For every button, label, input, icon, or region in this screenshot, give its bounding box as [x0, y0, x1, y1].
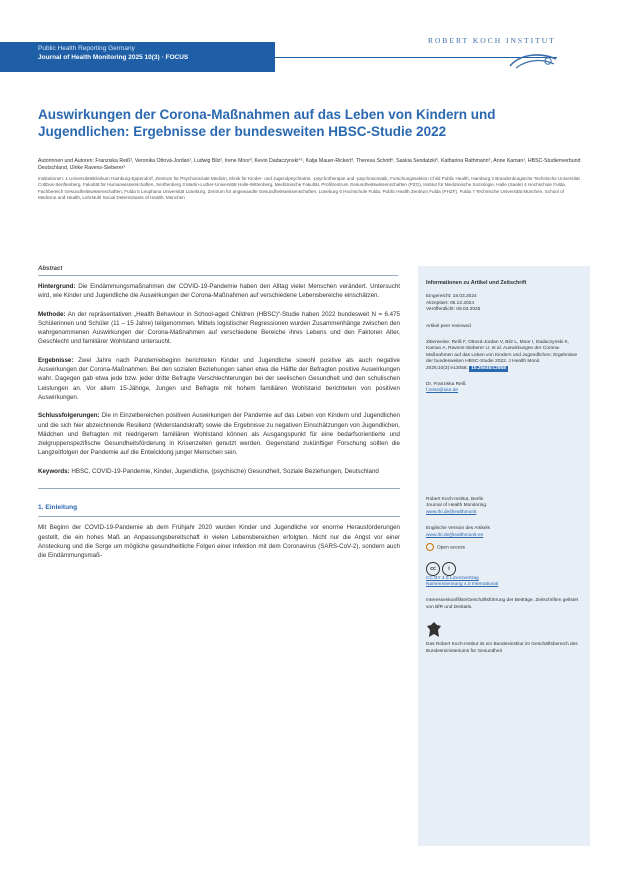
federal-eagle-icon — [426, 621, 442, 639]
article-title: Auswirkungen der Corona-Maßnahmen auf das Leben von Kindern und Jugendlichen: Ergebnisse der bundesweiten HBSC-Studie 2022 — [38, 107, 496, 139]
main-column — [38, 282, 400, 570]
methods-text: An der repräsentativen „Health Behaviour in School-aged Children (HBSC)“-Studie haben 2022 bundesweit N = 6.475 Schülerinnen und Schüler (11 – 15 Jahre) teilgenommen. Mittels logistischer Regressionen wurden Zusammenhänge zwischen den wahrgenommenen Auswirkungen der Corona-Maßnahmen auf verschiedene Bereiche ihres Lebens und den Faktoren Alter, Geschlecht und familiärer Wohlstand untersucht. — [38, 310, 400, 346]
keywords-rule — [38, 488, 400, 489]
open-access-row — [426, 543, 582, 552]
cc-icon: cc — [426, 562, 440, 576]
english-version-link[interactable]: www.rki.de/jhealthmonit-en — [426, 532, 484, 538]
sidebar-spacer — [426, 405, 582, 497]
abstract-background — [38, 282, 400, 301]
conclusions-text: Die in Einzelbereichen positiven Auswirkungen der Pandemie auf das Leben von Kindern und Jugendlichen und die sich hier abzeichnende Resilienz (Widerstandskraft) sowie die Ergebnisse zu negativen Einschätzungen von Jugendlichen, Mädchen und Befragten mit niedrigerem familiären Wohlstand können als Ausgangspunkt für eine bedarfsorientierte und zielgruppenspezifische Gesundheitsförderung in Krisenzeiten genutzt werden. Gegenstand zukünftiger Forschung sollten die Langzeitfolgen der Pandemie auf die Entwicklung junger Menschen sein. — [38, 412, 400, 457]
rki-logo-text: ROBERT KOCH INSTITUT — [428, 36, 556, 45]
by-icon: i — [442, 562, 456, 576]
abstract-keywords — [38, 467, 400, 476]
journal-issue-label: Journal of Health Monitoring 2025 10(3) · FOCUS — [38, 54, 189, 61]
ministry-block — [426, 621, 582, 655]
abstract-results — [38, 356, 400, 402]
keywords-label: Keywords: — [38, 467, 70, 475]
abstract-heading: Abstract — [38, 266, 398, 276]
contact-name: Dr. Franziska Reiß — [426, 382, 466, 388]
ministry-text: Das Robert Koch-Institut ist ein Bundesinstitut im Geschäftsbereich des Bundesministeriums für Gesundheit — [426, 642, 578, 654]
background-label: Hintergrund: — [38, 283, 76, 290]
open-access-icon — [426, 543, 434, 551]
abstract-methods — [38, 310, 400, 347]
open-access-label: Open access — [437, 545, 465, 551]
abstract-conclusions — [38, 411, 400, 457]
conclusions-label: Schlussfolgerungen: — [38, 412, 100, 420]
license-block — [426, 562, 582, 589]
citation-text: Zitierweise: Reiß F, Ottová-Jordan V, Bilz L, Moor I, Dadaczynski K, Kaman A, Ravens-Sieberer U, et al. Auswirkungen der Corona-Maßnahmen auf das Leben von Kindern und Jugendlichen: Ergebnisse der bundesweiten HBSC-Studie 2022. J Health Monit. 2025;10(3):e13058. — [426, 340, 578, 371]
keywords-text: HBSC, COVID-19-Pandemie, Kinder, Jugendliche, (psychische) Gesundheit, Soziale Beziehungen, Deutschland — [71, 467, 379, 475]
sidebar-heading: Informationen zu Artikel und Zeitschrift — [426, 280, 527, 286]
contact-block — [426, 382, 582, 395]
english-version-block — [426, 526, 582, 551]
article-info-sidebar — [418, 266, 590, 846]
background-text: Die Eindämmungsmaßnahmen der COVID-19-Pandemie haben den Alltag vieler Menschen verändert. Untersucht wird, wie Kinder und Jugendliche die Auswirkungen der Corona-Maßnahmen auf verschiedene Lebensbereiche einschätzen. — [38, 283, 400, 300]
results-label: Ergebnisse: — [38, 356, 74, 364]
contact-email-link[interactable]: f.reiss@uke.de — [426, 388, 459, 394]
journal-series-label: Public Health Reporting Germany — [38, 45, 135, 52]
affiliations: Institutionen: 1 Universitätsklinikum Hamburg-Eppendorf, Zentrum für Psychosoziale Medizin, Klinik für Kinder- und Jugendpsychiatrie, -psychotherapie und -psychosomatik, Forschungssektion Child Public Health, Hamburg 2 Brandenburgische Technische Universität Cottbus-Senftenberg, Fakultät für Humanwissenschaften, Senftenberg 3 Martin-Luther-Universität Halle-Wittenberg, Medizinische Fakultät, Profilzentrum Gesundheitswissenschaften (PZG), Institut für Medizinische Soziologie, Halle (Saale) 4 Hochschule Fulda, Fachbereich Gesundheitswissenschaften, Fulda 5 Leuphana Universität Lüneburg, Zentrum für angewandte Gesundheitswissenschaften, Lüneburg 6 Hochschule Fulda, Public Health Zentrum Fulda (PHZF), Fulda 7 Technische Universität München, School of Medicine and Health, Lehrstuhl Social Determinants of Health, München — [38, 176, 580, 200]
author-list: Autorinnen und Autoren: Franziska Reiß¹, Veronika Ottová-Jordan¹, Ludwig Bilz², Irene Moor³, Kevin Dadaczynski⁴⁵, Katja Mauer-Rickert³, Theresa Schott⁶, Saskia Sendatzki⁶, Katharina Rathmann⁶, Anne Kaman¹, HBSC-Studienverbund Deutschland, Ulrike Ravens-Sieberer¹ — [38, 158, 581, 171]
intro-paragraph: Mit Beginn der COVID-19-Pandemie ab dem Frühjahr 2020 wurden Kinder und Jugendliche vor enorme Herausforderungen gestellt, die ein hohes Maß an Anpassungsbereitschaft in vielen Lebensbereichen erfolgten. Nicht nur die Angst vor einer Ansteckung und die Sorge um mögliche gesundheitliche Folgen einer Infektion mit dem Coronavirus (SARS-CoV-2), sondern auch die Eindämmungsmaß- — [38, 524, 400, 560]
article-dates: Eingereicht: 18.03.2024 Akzeptiert: 05.12.2024 Veröffentlicht: 09.03.2025 — [426, 294, 481, 313]
publisher-text: Robert Koch-Institut, Berlin Journal of Health Monitoring — [426, 496, 486, 509]
peer-review-note: Artikel peer reviewed — [426, 323, 471, 329]
english-version-label: Englische Version des Artikels — [426, 526, 490, 532]
section-heading-intro: 1. Einleitung — [38, 503, 400, 517]
publisher-link[interactable]: www.rki.de/jhealthmonit — [426, 509, 477, 515]
doi-link[interactable]: 10.25646/12858 — [471, 365, 506, 371]
results-text: Zwei Jahre nach Pandemiebeginn berichteten Kinder und Jugendliche sowohl positive als auch negative Auswirkungen der Corona-Maßnahmen. Bei den sozialen Beziehungen sahen etwa die Hälfte der Befragten positive Auswirkungen wahr. Dagegen gab etwa jede bzw. jeder dritte Befragte Verschlechterungen bei der seelischen Gesundheit und den schulischen Leistungen an. Vor allem 15-Jährige, Jungen und Befragte mit hohem familiären Wohlstand berichteten von positiven Auswirkungen. — [38, 356, 400, 401]
rki-logo-icon — [508, 50, 560, 72]
citation-block — [426, 340, 582, 372]
publisher-block — [426, 497, 582, 516]
license-link[interactable]: CC BY 4.0 Lizenzvertrag Namensnennung 4.0 International — [426, 575, 499, 587]
disclosure-note: Interessenkonflikte/Geschäftsführung der Beiträge. Zeitschriften gelistet von BfR und Destatis. — [426, 598, 578, 610]
methods-label: Methode: — [38, 310, 66, 318]
journal-header-band — [0, 42, 275, 72]
